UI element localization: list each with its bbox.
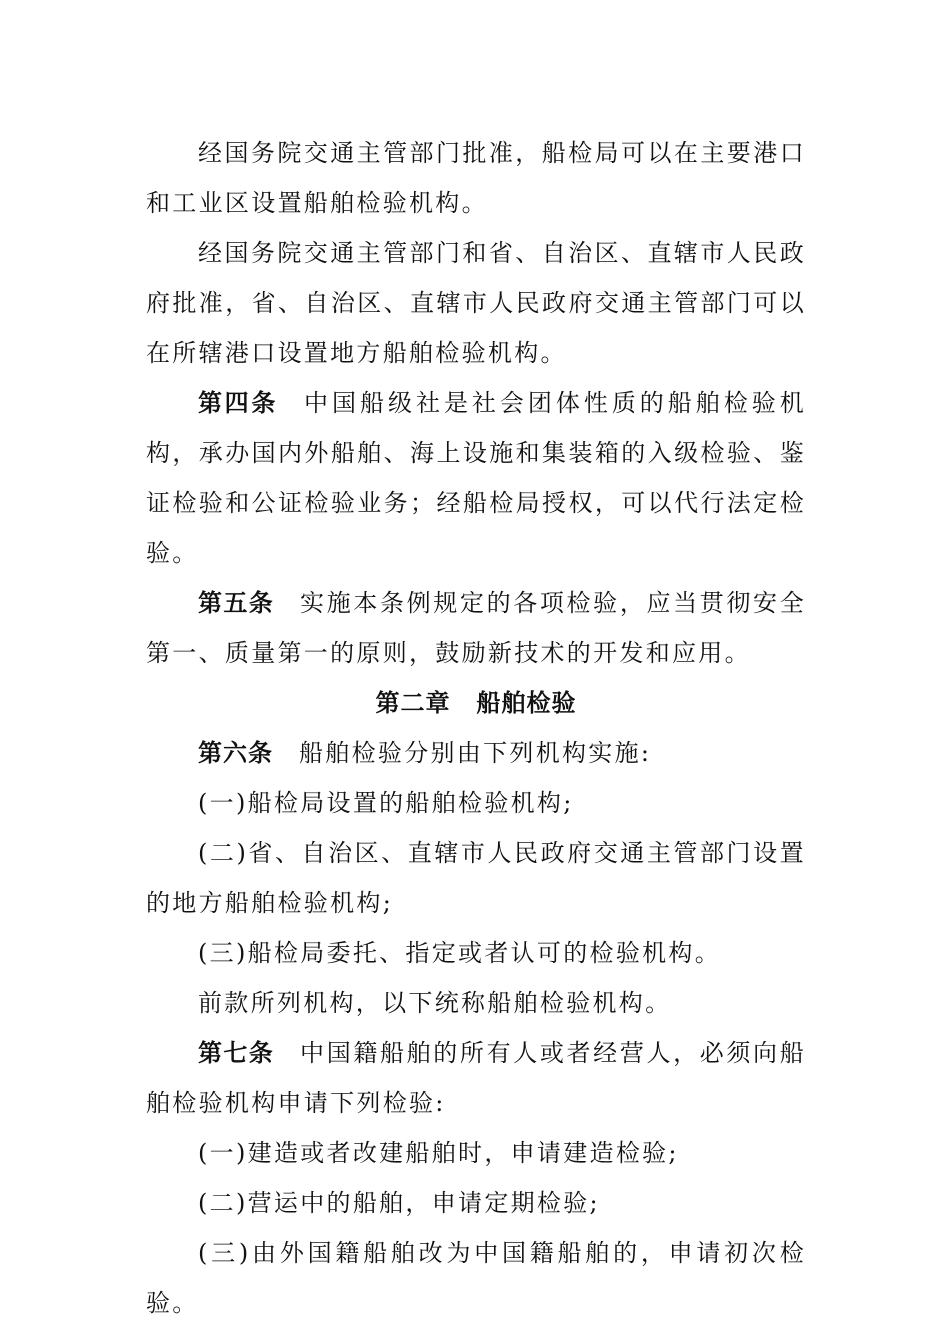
article-6-item-1: (一)船检局设置的船舶检验机构; [198, 789, 574, 817]
article-7-item-2: (二)营运中的船舶，申请定期检验; [198, 1189, 600, 1217]
article-5-label: 第五条 [198, 589, 275, 617]
article-4-label: 第四条 [198, 389, 279, 417]
chapter-number: 第二章 [375, 689, 451, 717]
article-7 [146, 1028, 806, 1128]
article-7-item-1: (一)建造或者改建船舶时，申请建造检验; [198, 1139, 679, 1167]
article-7-text: 中国籍船舶的所有人或者经营人，必须向船舶检验机构申请下列检验: [146, 1039, 806, 1117]
article-4-text: 中国船级社是社会团体性质的船舶检验机构，承办国内外船舶、海上设施和集装箱的入级检验、鉴证检验和公证检验业务；经船检局授权，可以代行法定检验。 [146, 389, 806, 567]
article-6-label: 第六条 [198, 739, 273, 767]
document-page [146, 128, 806, 1328]
paragraph-local-offices: 经国务院交通主管部门和省、自治区、直辖市人民政府批准，省、自治区、直辖市人民政府交通主管部门可以在所辖港口设置地方船舶检验机构。 [146, 239, 806, 367]
article-7-item-3: (三)由外国籍船舶改为中国籍船舶的，申请初次检验。 [146, 1239, 806, 1317]
article-6 [146, 728, 806, 778]
chapter-title: 船舶检验 [476, 689, 577, 717]
chapter-heading [146, 678, 806, 728]
article-4 [146, 378, 806, 578]
article-6-text: 船舶检验分别由下列机构实施: [299, 739, 652, 767]
article-5 [146, 578, 806, 678]
article-6-note: 前款所列机构，以下统称船舶检验机构。 [198, 989, 672, 1017]
article-6-item-2: (二)省、自治区、直辖市人民政府交通主管部门设置的地方船舶检验机构; [146, 839, 806, 917]
paragraph-inspection-offices: 经国务院交通主管部门批准，船检局可以在主要港口和工业区设置船舶检验机构。 [146, 139, 806, 217]
article-7-label: 第七条 [198, 1039, 275, 1067]
article-6-item-3: (三)船检局委托、指定或者认可的检验机构。 [198, 939, 722, 967]
article-5-text: 实施本条例规定的各项检验，应当贯彻安全第一、质量第一的原则，鼓励新技术的开发和应用。 [146, 589, 806, 667]
